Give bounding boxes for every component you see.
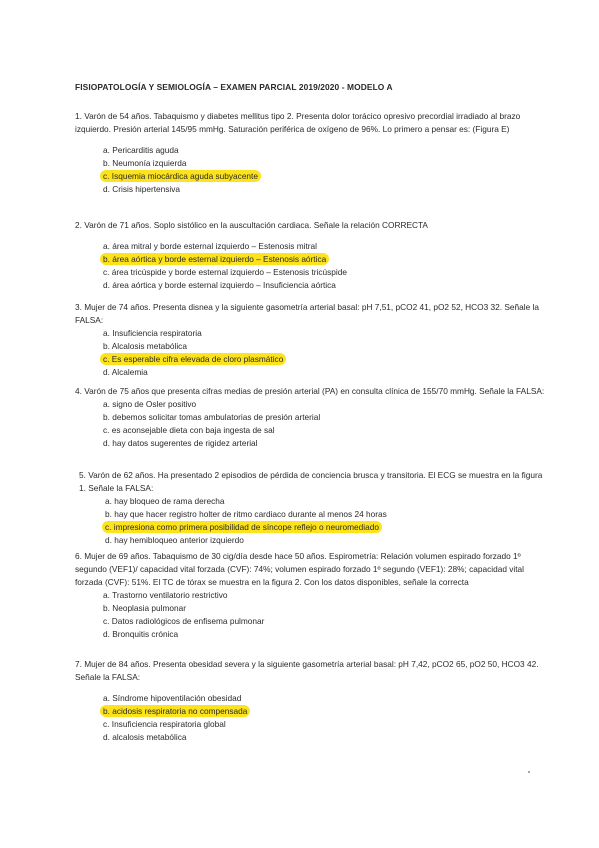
option-d: d. alcalosis metabólica bbox=[103, 732, 187, 742]
option-c: c. Insuficiencia respiratoria global bbox=[103, 719, 226, 729]
options-list bbox=[103, 398, 545, 450]
question-5 bbox=[79, 469, 545, 547]
question-4 bbox=[75, 385, 545, 450]
option-a: a. Pericarditis aguda bbox=[103, 145, 179, 155]
option-c: c. Datos radiológicos de enfisema pulmonar bbox=[103, 616, 265, 626]
option-b: b. hay que hacer registro holter de ritmo cardiaco durante al menos 24 horas bbox=[105, 509, 387, 519]
question-3 bbox=[75, 301, 545, 379]
option-a: a. hay bloqueo de rama derecha bbox=[105, 496, 225, 506]
question-stem: 6. Mujer de 69 años. Tabaquismo de 30 cig/día desde hace 50 años. Espirometría: Relación volumen espirado forzado 1º segundo (VEF1)/ capacidad vital forzada (CVF): 74%; volumen espirado forzado 1º segundo (VEF1): 28%; capacidad vital forzada (CVF): 51%. El TC de tórax se muestra en la figura 2. Con los datos disponibles, señale la correcta bbox=[75, 551, 524, 587]
options-list bbox=[103, 589, 545, 641]
question-stem: 3. Mujer de 74 años. Presenta disnea y la siguiente gasometría arterial basal: pH 7,51, pCO2 41, pO2 52, HCO3 32. Señale la FALSA: bbox=[75, 302, 539, 325]
option-a: a. Síndrome hipoventilación obesidad bbox=[103, 693, 242, 703]
option-d: d. Alcalemia bbox=[103, 367, 148, 377]
exam-title: FISIOPATOLOGÍA Y SEMIOLOGÍA – EXAMEN PARCIAL 2019/2020 - MODELO A bbox=[75, 82, 393, 92]
question-6 bbox=[75, 550, 545, 641]
option-d: d. hay datos sugerentes de rigidez arterial bbox=[103, 438, 258, 448]
question-7 bbox=[75, 658, 545, 744]
option-a: a. Trastorno ventilatorio restrictivo bbox=[103, 590, 228, 600]
option-d: d. Crisis hipertensiva bbox=[103, 184, 181, 194]
option-c-highlighted bbox=[105, 521, 545, 534]
option-a: a. área mitral y borde esternal izquierdo – Estenosis mitral bbox=[103, 241, 317, 251]
option-b: b. Neumonía izquierda bbox=[103, 158, 187, 168]
highlight-mark: c. impresiona como primera posibilidad de síncope reflejo o neuromediado bbox=[102, 521, 382, 533]
option-b: b. debemos solicitar tomas ambulatorias de presión arterial bbox=[103, 412, 321, 422]
options-list bbox=[105, 495, 545, 547]
options-list bbox=[103, 240, 545, 292]
page-speck bbox=[528, 771, 530, 773]
options-list bbox=[103, 144, 545, 196]
question-stem: 1. Varón de 54 años. Tabaquismo y diabetes mellitus tipo 2. Presenta dolor torácico opresivo precordial irradiado al brazo izquierdo. Presión arterial 145/95 mmHg. Saturación periférica de oxígeno de 96%. Lo primero a pensar es: (Figura E) bbox=[75, 111, 521, 134]
highlight-mark: c. Es esperable cifra elevada de cloro plasmático bbox=[100, 353, 286, 365]
question-1 bbox=[75, 110, 545, 196]
option-d: d. Bronquitis crónica bbox=[103, 629, 179, 639]
option-b-highlighted bbox=[103, 705, 545, 718]
question-stem: 7. Mujer de 84 años. Presenta obesidad severa y la siguiente gasometría arterial basal: pH 7,42, pCO2 65, pO2 50, HCO3 42. Señale la FALSA: bbox=[75, 659, 539, 682]
option-c-highlighted bbox=[103, 170, 545, 183]
highlight-mark: b. área aórtica y borde esternal izquierdo – Estenosis aórtica bbox=[100, 253, 329, 265]
option-b: b. Alcalosis metabólica bbox=[103, 341, 187, 351]
option-c: c. es aconsejable dieta con baja ingesta de sal bbox=[103, 425, 275, 435]
highlight-mark: c. Isquemia miocárdica aguda subyacente bbox=[100, 170, 261, 182]
option-a: a. Insuficiencia respiratoria bbox=[103, 328, 202, 338]
option-d: d. área aórtica y borde esternal izquierdo – Insuficiencia aórtica bbox=[103, 280, 336, 290]
question-stem: 5. Varón de 62 años. Ha presentado 2 episodios de pérdida de conciencia brusca y transitoria. El ECG se muestra en la figura 1. Señale la FALSA: bbox=[79, 470, 543, 493]
question-2 bbox=[75, 219, 545, 292]
option-c: c. área tricúspide y borde esternal izquierdo – Estenosis tricúspide bbox=[103, 267, 347, 277]
option-b: b. Neoplasia pulmonar bbox=[103, 603, 187, 613]
option-c-highlighted bbox=[103, 353, 545, 366]
options-list bbox=[103, 692, 545, 744]
question-stem: 4. Varón de 75 años que presenta cifras medias de presión arterial (PA) en consulta clínica de 155/70 mmHg. Señale la FALSA: bbox=[75, 386, 545, 396]
options-list bbox=[103, 327, 545, 379]
option-b-highlighted bbox=[103, 253, 545, 266]
option-d: d. hay hemibloqueo anterior izquierdo bbox=[105, 535, 244, 545]
option-a: a. signo de Osler positivo bbox=[103, 399, 197, 409]
highlight-mark: b. acidosis respiratoria no compensada bbox=[100, 705, 250, 717]
question-stem: 2. Varón de 71 años. Soplo sistólico en la auscultación cardiaca. Señale la relación CORRECTA bbox=[75, 220, 428, 230]
